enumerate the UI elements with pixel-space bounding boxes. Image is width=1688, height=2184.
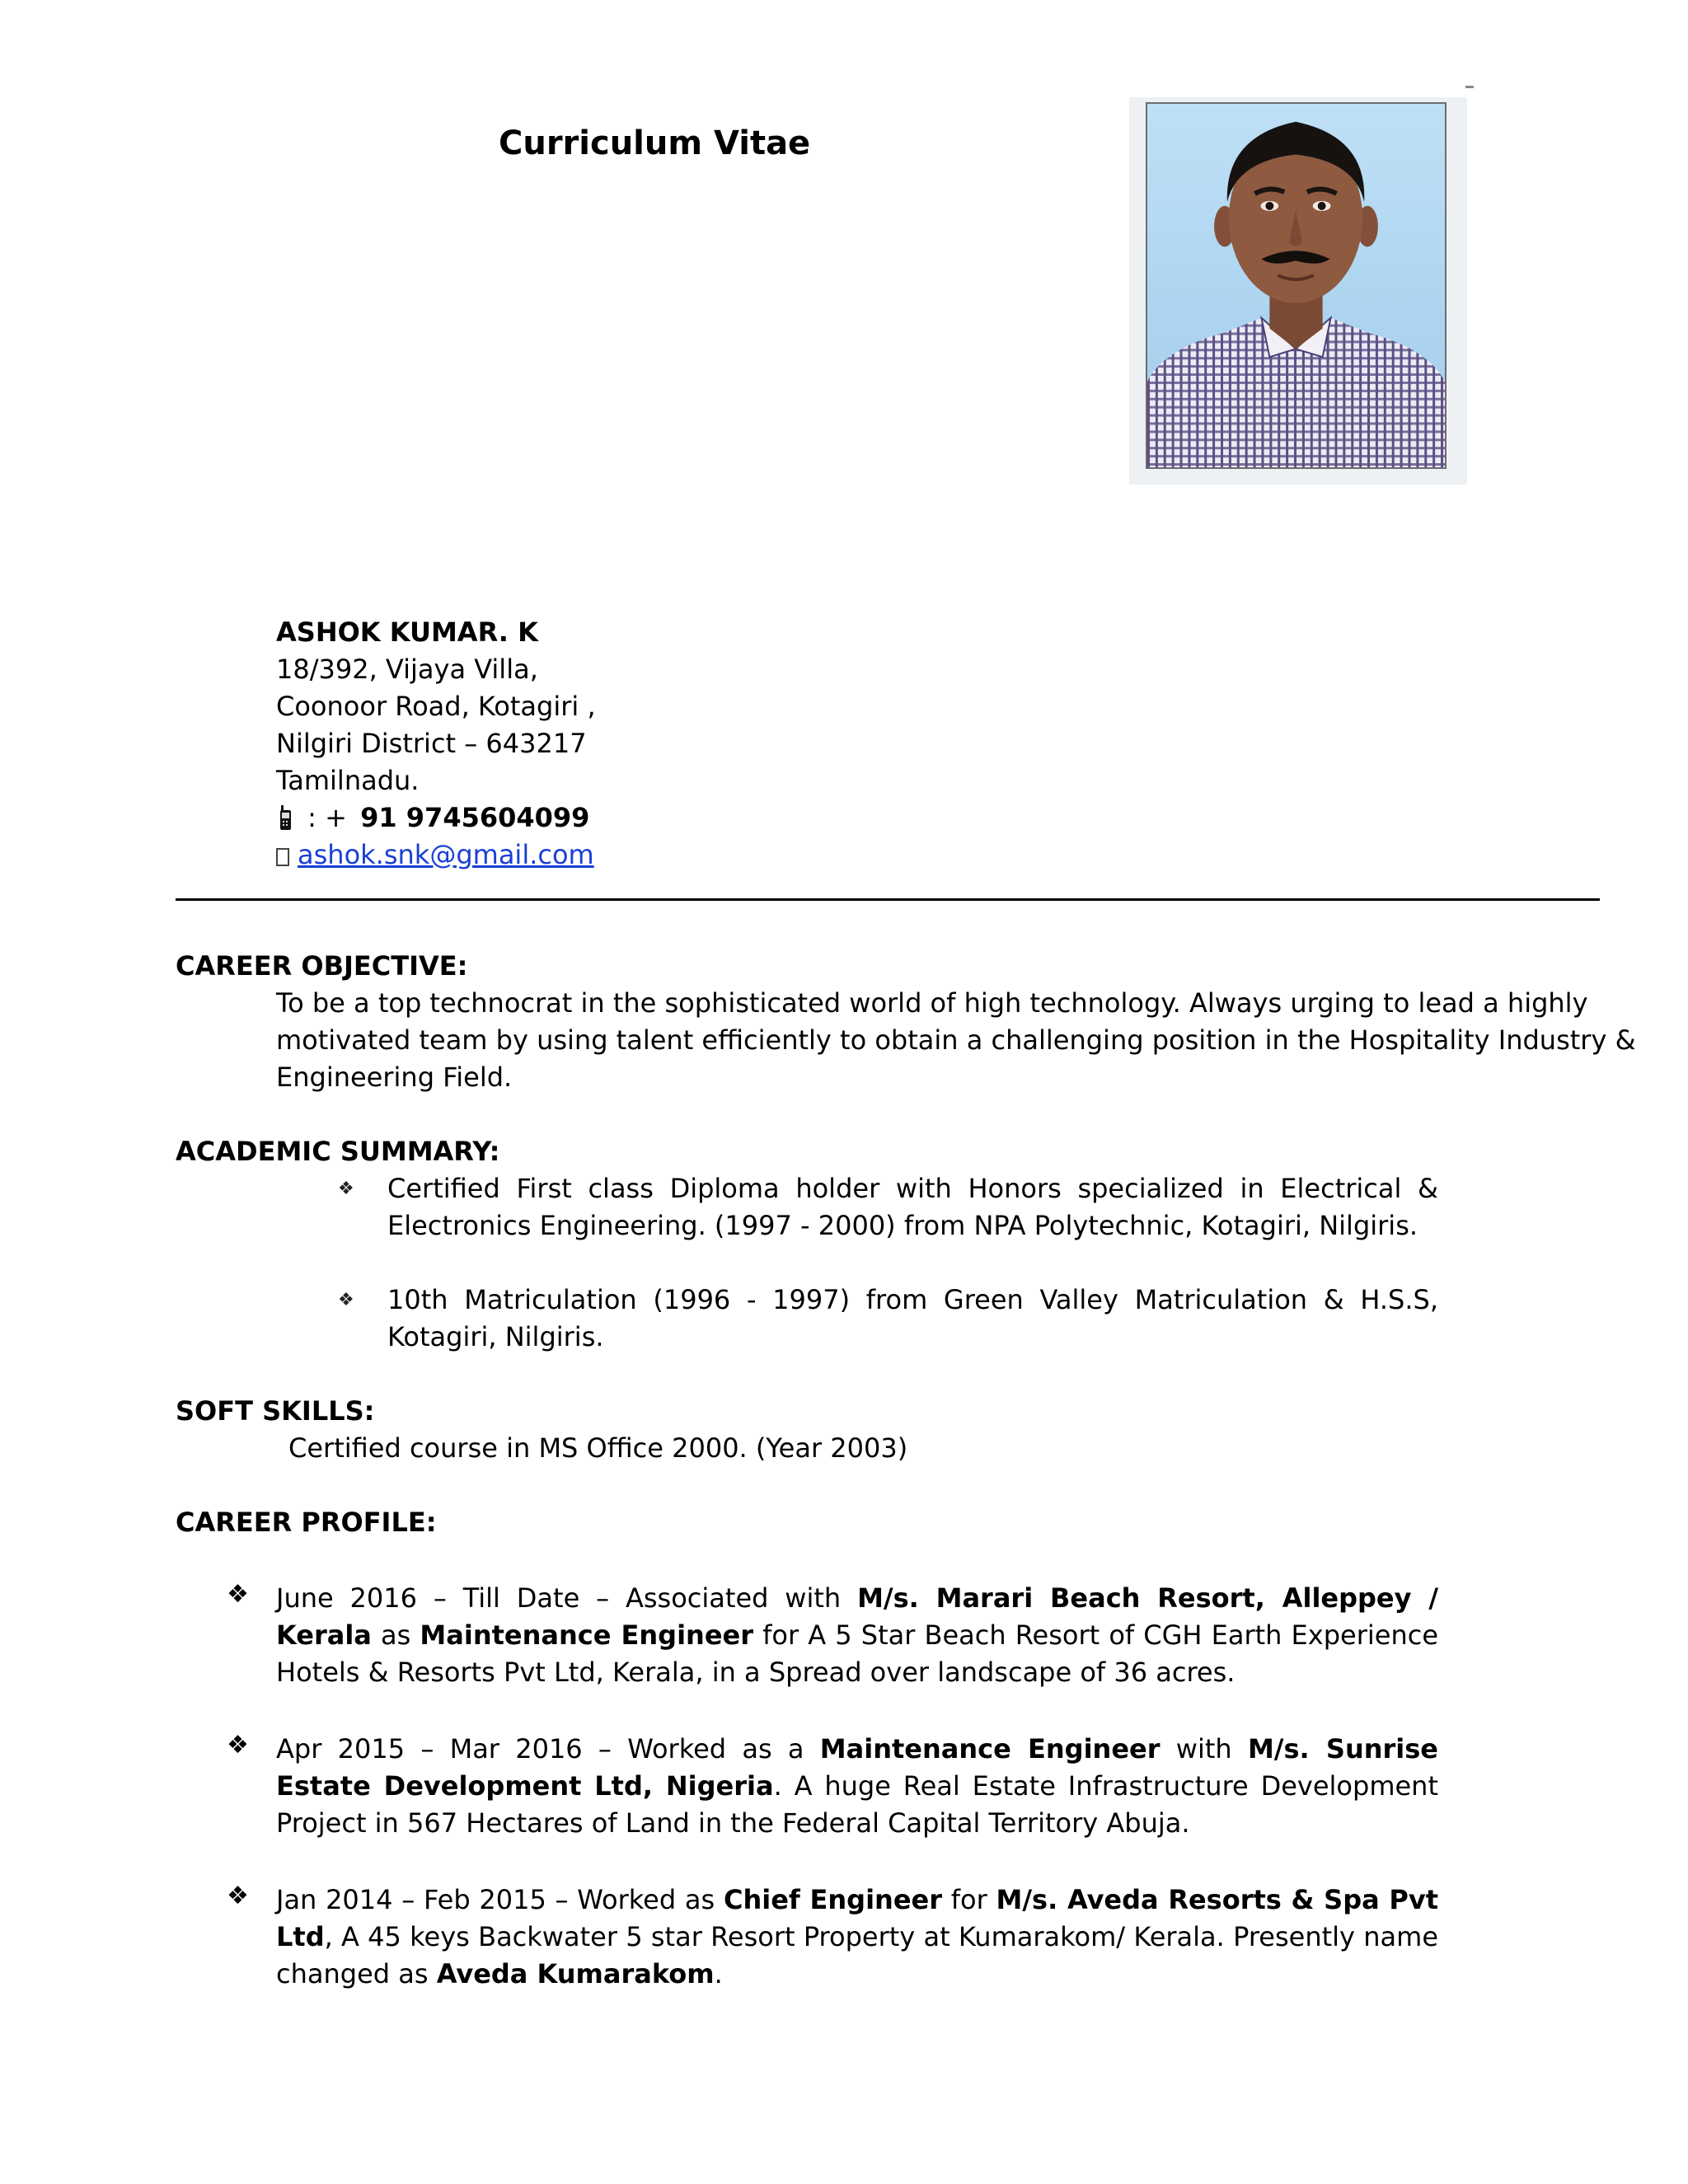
- candidate-name: ASHOK KUMAR. K: [276, 616, 538, 648]
- diamond-bullet-icon: ❖: [338, 1290, 354, 1310]
- entry-text: as: [371, 1619, 420, 1651]
- document-title: Curriculum Vitae: [499, 124, 811, 162]
- phone-line: [276, 799, 596, 837]
- header-divider: [176, 898, 1600, 901]
- career-entry: [276, 1882, 1438, 1993]
- academic-item: Certified First class Diploma holder with Honors specialized in Electrical & Electronics Engineering. (1997 - 2000) from NPA Polytechnic, Kotagiri, Nilgiris.: [387, 1173, 1438, 1241]
- address-line: Nilgiri District – 643217: [276, 728, 587, 759]
- entry-text: Apr 2015 – Mar 2016 – Worked as a: [276, 1733, 820, 1765]
- objective-line: To be a top technocrat in the sophisticated world of high technology. Always urging to lead a highly: [276, 987, 1588, 1019]
- academic-item: 10th Matriculation (1996 - 1997) from Green Valley Matriculation & H.S.S, Kotagiri, Nilgiris.: [387, 1284, 1438, 1352]
- photo-frame: [1129, 97, 1467, 485]
- portrait-illustration: [1147, 104, 1445, 467]
- entry-text: . A huge Real Estate Infrastructure Development Project in 567 Hectares of Land in the Federal Capital Territory Abuja.: [276, 1770, 1439, 1839]
- career-objective-text: [276, 985, 1636, 1096]
- objective-line: motivated team by using talent efficiently to obtain a challenging position in the Hospitality Industry &: [276, 1024, 1636, 1056]
- mobile-phone-icon: [276, 804, 294, 832]
- address-line: Tamilnadu.: [276, 765, 420, 796]
- entry-role: Maintenance Engineer: [819, 1733, 1160, 1765]
- entry-text: Jan 2014 – Feb 2015 – Worked as: [276, 1884, 724, 1915]
- entry-company: M/s. Marari Beach Resort, Alleppey / Kerala: [276, 1582, 1439, 1651]
- profile-photo: [1146, 102, 1447, 469]
- objective-line: Engineering Field.: [276, 1062, 513, 1093]
- diamond-bullet-icon: ❖: [227, 1731, 249, 1760]
- phone-number: 91 9745604099: [360, 802, 590, 833]
- entry-text: for: [942, 1884, 996, 1915]
- entry-text: with: [1160, 1733, 1248, 1765]
- corner-mark: [1465, 86, 1474, 88]
- entry-company: M/s. Aveda Resorts & Spa Pvt Ltd: [276, 1884, 1439, 1952]
- academic-summary-heading: ACADEMIC SUMMARY:: [176, 1136, 500, 1167]
- entry-company-new-name: Aveda Kumarakom: [436, 1958, 715, 1990]
- career-objective-heading: CAREER OBJECTIVE:: [176, 950, 468, 982]
- entry-role: Chief Engineer: [723, 1884, 943, 1915]
- career-entry: [276, 1731, 1438, 1842]
- entry-text: .: [714, 1958, 723, 1990]
- email-line: [276, 837, 596, 874]
- phone-prefix: : +: [299, 802, 356, 833]
- career-entry: [276, 1580, 1438, 1691]
- diamond-bullet-icon: ❖: [338, 1179, 354, 1199]
- address-line: Coonoor Road, Kotagiri ,: [276, 691, 596, 722]
- entry-role: Maintenance Engineer: [420, 1619, 753, 1651]
- entry-text: June 2016 – Till Date – Associated with: [276, 1582, 858, 1614]
- envelope-icon: [276, 848, 289, 866]
- address-line: 18/392, Vijaya Villa,: [276, 654, 538, 685]
- entry-text: , A 45 keys Backwater 5 star Resort Property at Kumarakom/ Kerala. Presently name changed as: [276, 1921, 1438, 1990]
- diamond-bullet-icon: ❖: [227, 1882, 249, 1910]
- career-profile-heading: CAREER PROFILE:: [176, 1507, 437, 1538]
- entry-company: M/s. Sunrise Estate Development Ltd, Nigeria: [276, 1733, 1439, 1802]
- diamond-bullet-icon: ❖: [227, 1580, 249, 1609]
- soft-skills-text: Certified course in MS Office 2000. (Year 2003): [288, 1432, 908, 1464]
- soft-skills-heading: SOFT SKILLS:: [176, 1395, 375, 1427]
- contact-block: [276, 614, 596, 874]
- email-link[interactable]: ashok.snk@gmail.com: [298, 839, 594, 870]
- entry-text: for A 5 Star Beach Resort of CGH Earth Experience Hotels & Resorts Pvt Ltd, Kerala, in a Spread over landscape of 36 acres.: [276, 1619, 1438, 1688]
